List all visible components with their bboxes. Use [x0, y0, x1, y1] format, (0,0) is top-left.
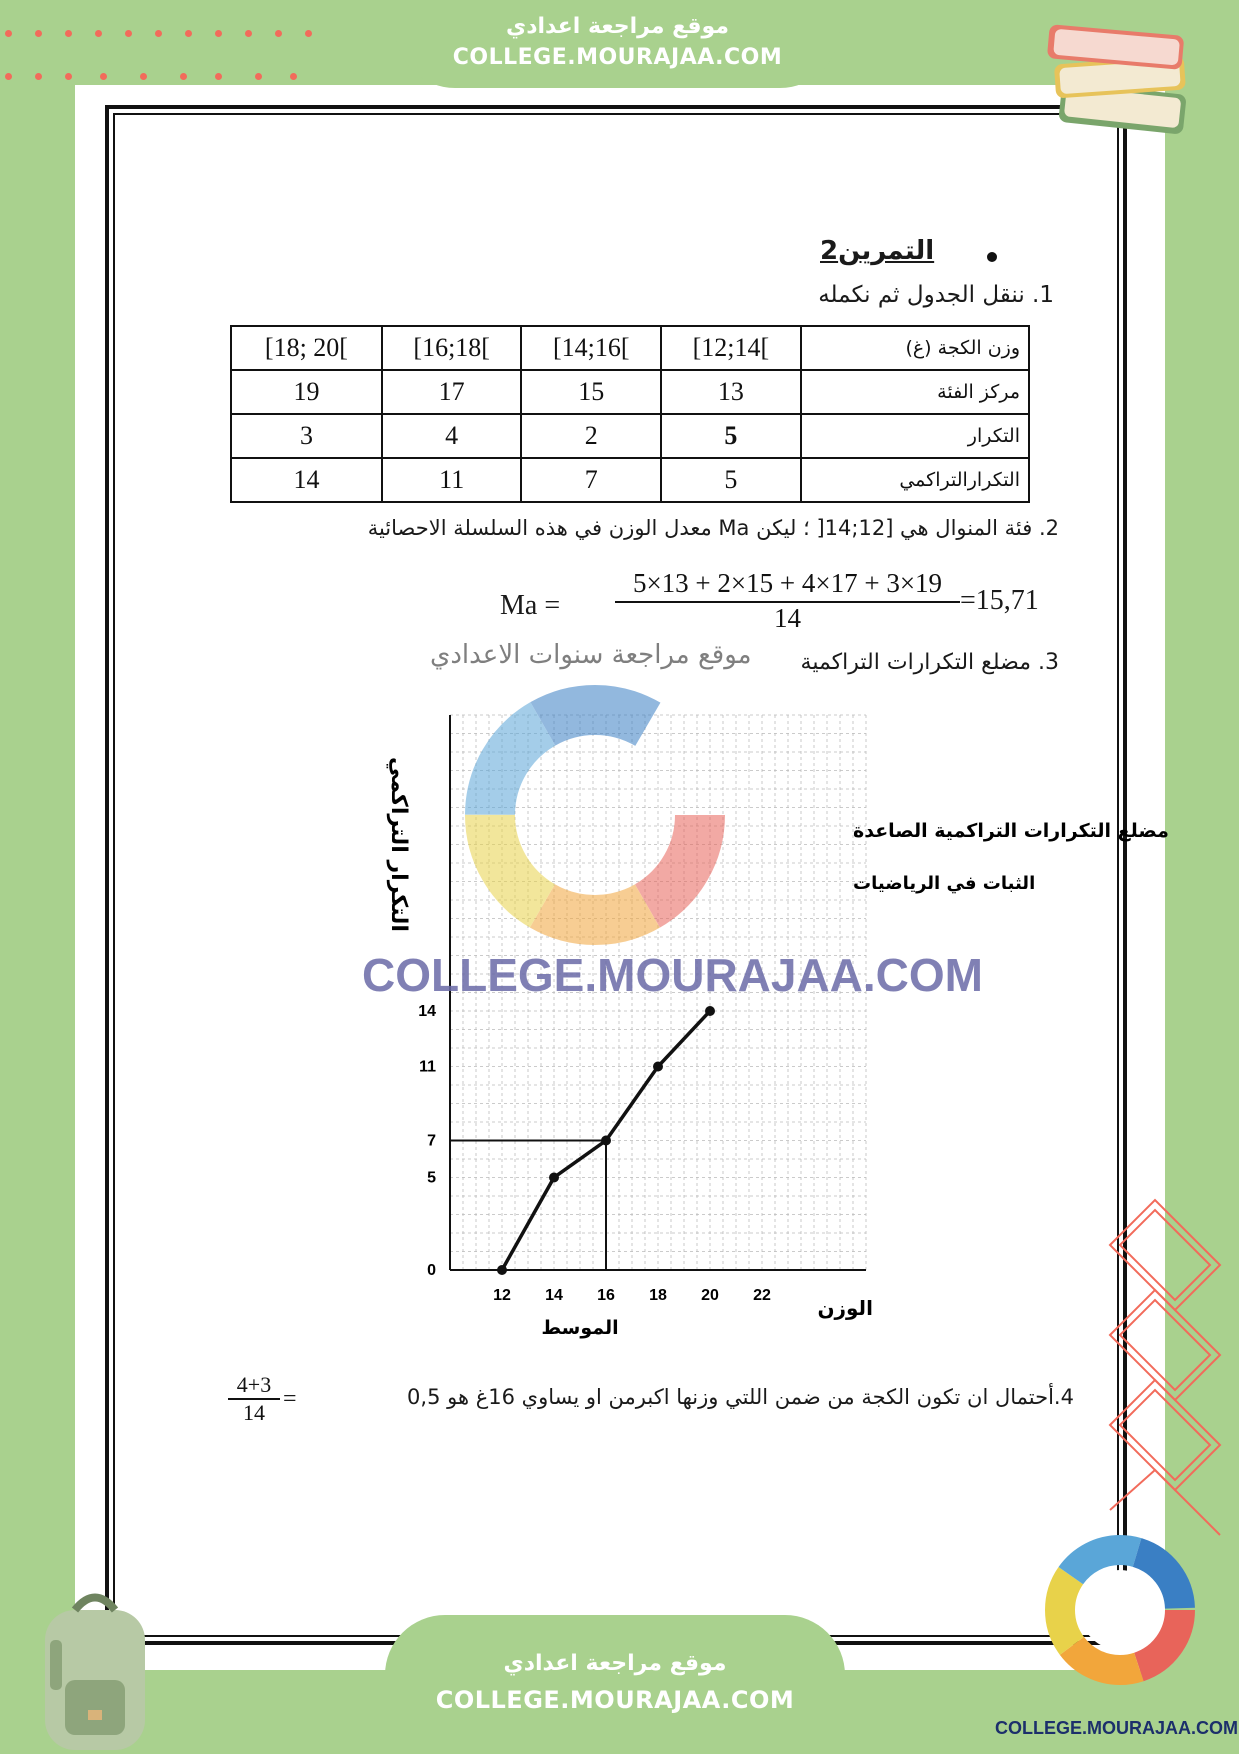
q4-denominator: 14 [243, 1400, 265, 1425]
q4-numerator: 4+3 [228, 1372, 280, 1400]
y-tick-label: 0 [427, 1262, 436, 1279]
bullet-icon [987, 252, 997, 262]
books-icon [1040, 18, 1210, 143]
data-point [653, 1062, 663, 1072]
table-cell: 7 [521, 458, 661, 502]
data-point [601, 1136, 611, 1146]
table-row [231, 326, 1029, 370]
site-banner-bottom[interactable] [385, 1615, 845, 1754]
table-cell: 5 [661, 414, 801, 458]
table-row [231, 370, 1029, 414]
data-point [549, 1173, 559, 1183]
formula-result: =15,71 [960, 585, 1039, 616]
median-label: الموسط [541, 1317, 619, 1339]
banner-arabic: موقع مراجعة اعدادي [503, 1651, 727, 1676]
site-watermark: COLLEGE.MOURAJAA.COM [362, 949, 983, 1001]
row-label: وزن الكجة (غ) [801, 326, 1029, 370]
formula-lhs: Ma = [500, 590, 561, 621]
class-cell: [12;14[ [661, 326, 801, 370]
corner-brand: COLLEGE.MOURAJAA.COM [995, 1718, 1238, 1738]
class-cell: [18; 20[ [231, 326, 382, 370]
table-cell: 14 [231, 458, 382, 502]
table-row [231, 414, 1029, 458]
table-cell: 5 [661, 458, 801, 502]
y-tick-label: 7 [427, 1132, 436, 1150]
banner-url[interactable]: COLLEGE.MOURAJAA.COM [452, 45, 783, 70]
exercise-title: التمرين2 [820, 236, 935, 266]
row-label: التكرارالتراكمي [801, 458, 1029, 502]
banner-arabic: موقع مراجعة اعدادي [506, 14, 729, 39]
question-3: 3. مضلع التكرارات التراكمية [800, 650, 1059, 675]
row-label: التكرار [801, 414, 1029, 458]
x-tick-label: 12 [493, 1287, 511, 1304]
site-banner-top[interactable] [395, 0, 840, 88]
table-cell: 15 [521, 370, 661, 414]
table-cell: 19 [231, 370, 382, 414]
q4-fraction [228, 1372, 280, 1426]
table-cell: 11 [382, 458, 522, 502]
x-tick-label: 20 [701, 1287, 719, 1304]
x-tick-label: 22 [753, 1287, 771, 1304]
formula-numerator: 5×13 + 2×15 + 4×17 + 3×19 [615, 568, 960, 603]
banner-url[interactable]: COLLEGE.MOURAJAA.COM [435, 1686, 795, 1714]
site-logo-watermark [465, 685, 725, 945]
backpack-icon [20, 1585, 170, 1754]
watermark-arc-text: موقع مراجعة سنوات الاعدادي [430, 640, 752, 670]
formula-fraction [615, 568, 960, 634]
y-tick-label: 5 [427, 1169, 436, 1187]
x-tick-label: 16 [597, 1287, 615, 1304]
data-point [497, 1265, 507, 1275]
question-1: 1. ننقل الجدول ثم نكمله [818, 282, 1054, 308]
frequency-table [230, 325, 1030, 503]
row-label: مركز الفئة [801, 370, 1029, 414]
table-cell: 3 [231, 414, 382, 458]
y-tick-label: 11 [419, 1058, 436, 1076]
question-4: 4.أحتمال ان تكون الكجة من ضمن اللتي وزنها اكبرمن او يساوي 16غ هو 0,5 [407, 1385, 1074, 1409]
y-axis-label: التكرار التراكمي [386, 757, 411, 932]
y-tick-label: 14 [418, 1003, 436, 1020]
class-cell: [16;18[ [382, 326, 522, 370]
chart-title: مضلع التكرارات التراكمية الصاعدة [853, 820, 1169, 843]
formula-denominator: 14 [774, 603, 801, 633]
x-tick-label: 14 [545, 1287, 563, 1304]
table-cell: 13 [661, 370, 801, 414]
site-logo [1040, 1530, 1200, 1690]
table-cell: 2 [521, 414, 661, 458]
diamond-decoration [1100, 1190, 1230, 1550]
q4-equals: = [283, 1386, 297, 1412]
question-2: 2. فئة المنوال هي [12;14[ ؛ ليكن Ma معدل الوزن في هذه السلسلة الاحصائية [367, 516, 1059, 540]
class-cell: [14;16[ [521, 326, 661, 370]
chart-subtitle: الثبات في الرياضيات [853, 872, 1036, 894]
table-cell: 4 [382, 414, 522, 458]
data-point [705, 1006, 715, 1016]
table-cell: 17 [382, 370, 522, 414]
table-row [231, 458, 1029, 502]
x-axis-label: الوزن [817, 1296, 873, 1320]
x-tick-label: 18 [649, 1287, 667, 1304]
